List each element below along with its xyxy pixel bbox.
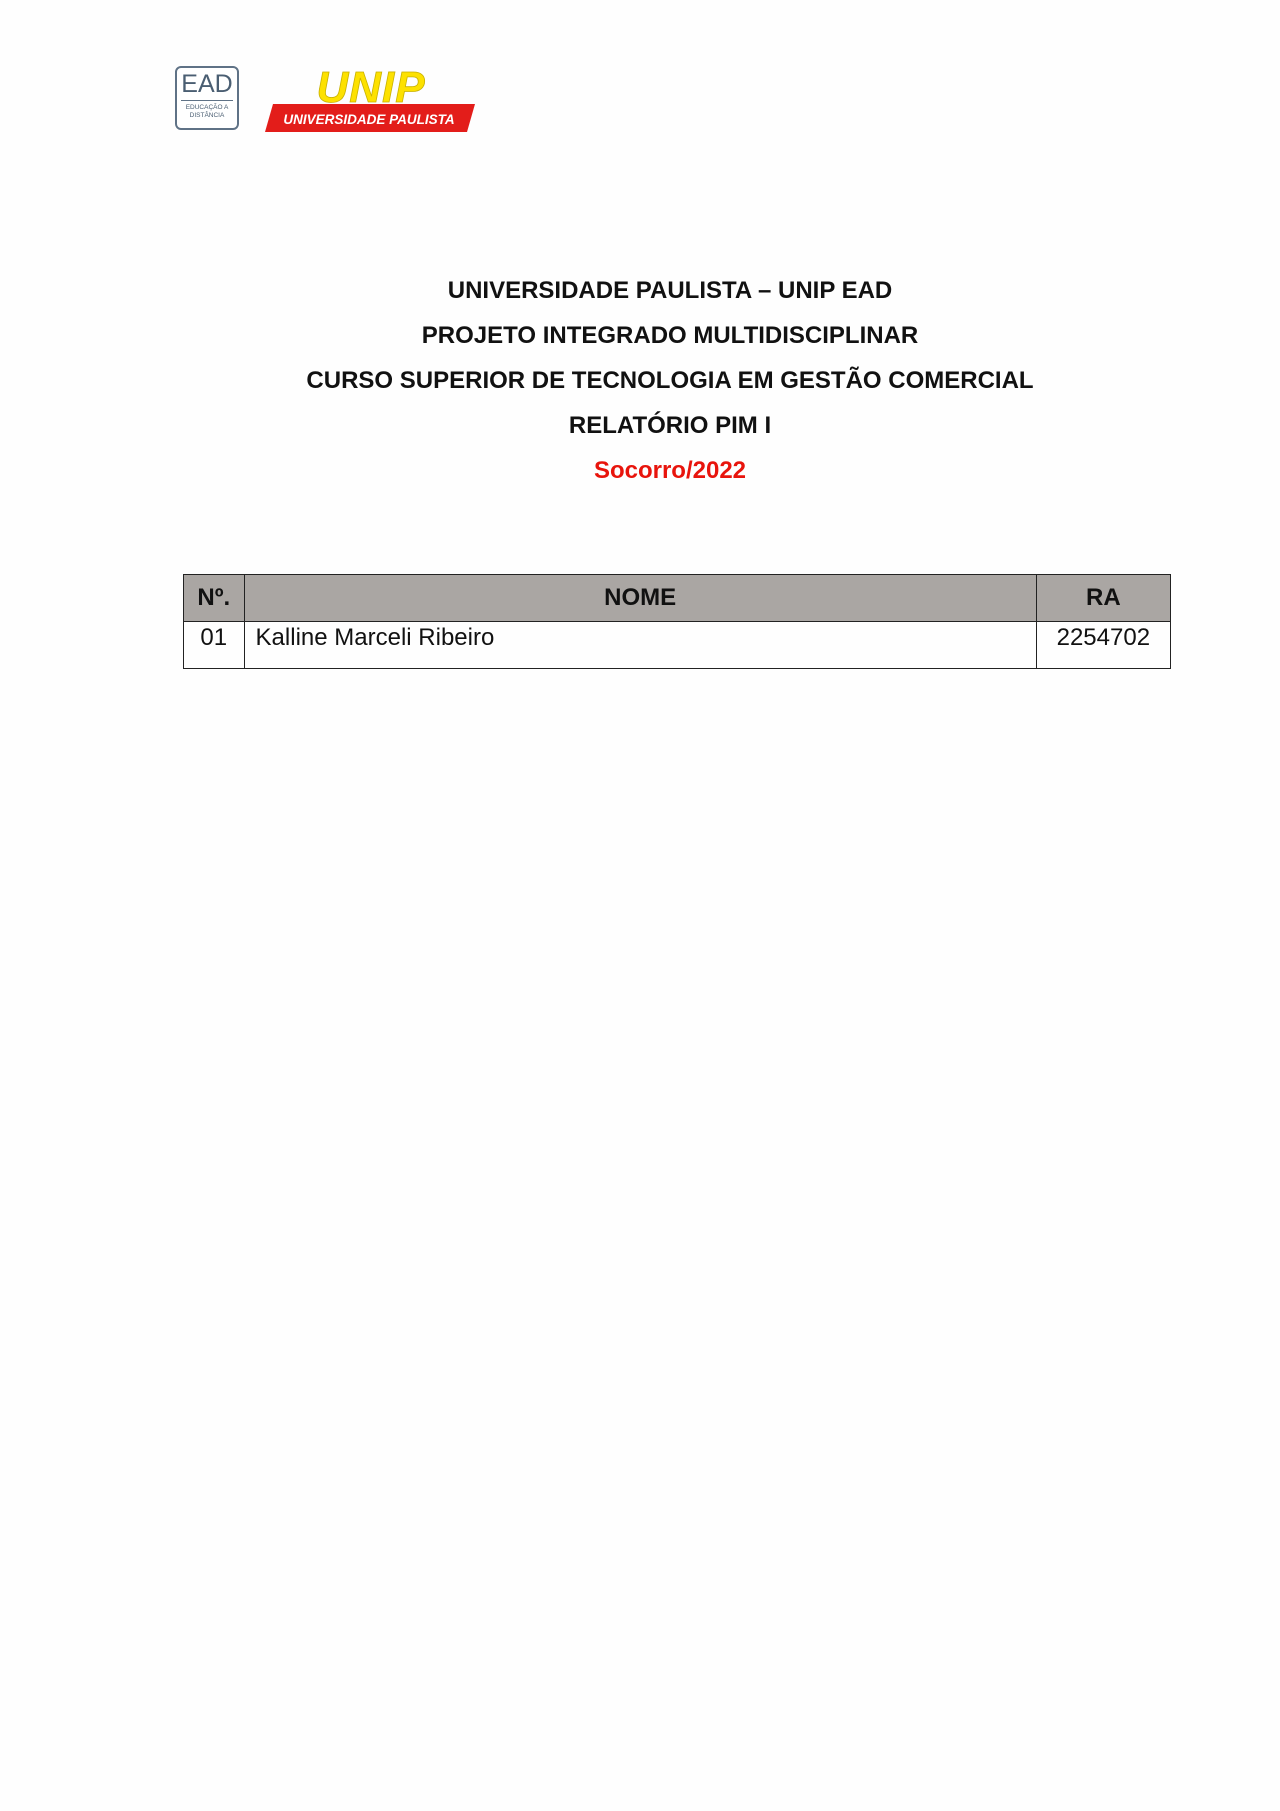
ead-logo-text: EAD <box>181 71 233 101</box>
logo-area <box>175 64 505 136</box>
header-ra: RA <box>1036 575 1170 622</box>
table-header-row <box>184 575 1171 622</box>
members-table <box>183 574 1171 669</box>
header-number: Nº. <box>184 575 245 622</box>
unip-logo <box>263 64 475 134</box>
heading-project: PROJETO INTEGRADO MULTIDISCIPLINAR <box>421 322 919 349</box>
table-row <box>184 622 1171 669</box>
cover-headings <box>0 268 1280 493</box>
cell-name: Kalline Marceli Ribeiro <box>244 622 1036 669</box>
heading-university: UNIVERSIDADE PAULISTA – UNIP EAD <box>447 277 893 304</box>
ead-logo-subtext: EDUCAÇÃO A DISTÂNCIA <box>185 104 229 119</box>
header-name: NOME <box>244 575 1036 622</box>
heading-course: CURSO SUPERIOR DE TECNOLOGIA EM GESTÃO COMERCIAL <box>306 367 1034 394</box>
unip-logo-subtext: UNIVERSIDADE PAULISTA <box>283 112 455 127</box>
cell-number: 01 <box>184 622 245 669</box>
heading-report: RELATÓRIO PIM I <box>568 412 772 439</box>
cell-ra: 2254702 <box>1036 622 1170 669</box>
unip-logo-wordmark: UNIP <box>316 64 426 112</box>
heading-location-year: Socorro/2022 <box>593 457 747 484</box>
ead-logo <box>175 66 239 130</box>
unip-logo-graphic <box>263 64 475 134</box>
